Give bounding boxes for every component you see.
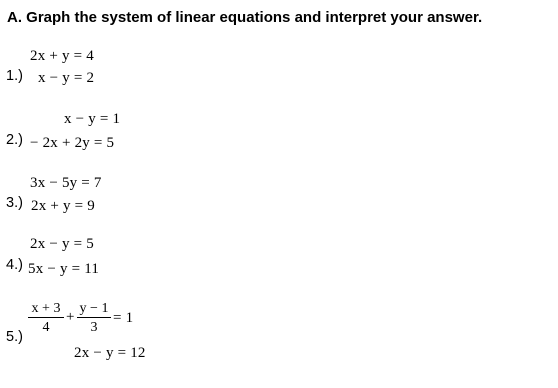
problem-5-fraction-2	[77, 301, 111, 335]
problem-5-fraction-2-denominator: 3	[90, 320, 98, 335]
problem-5-fraction-1	[28, 301, 64, 335]
problem-5-equation-2: 2x − y = 12	[74, 345, 146, 361]
problem-4-equation-1: 2x − y = 5	[30, 236, 94, 252]
problem-5-fraction-2-numerator: y − 1	[79, 301, 109, 316]
problem-4-equation-2: 5x − y = 11	[28, 261, 100, 277]
worksheet-heading: A. Graph the system of linear equations and interpret your answer.	[7, 9, 483, 26]
problem-5-fraction-1-denominator: 4	[42, 320, 50, 335]
problem-5-number: 5.)	[6, 329, 23, 345]
problem-3-number: 3.)	[6, 195, 23, 211]
problem-3-equation-1: 3x − 5y = 7	[30, 175, 102, 191]
problem-5-rhs: = 1	[113, 310, 134, 326]
fraction-bar	[77, 317, 111, 318]
problem-3-equation-2: 2x + y = 9	[31, 198, 95, 214]
problem-2-equation-2: − 2x + 2y = 5	[30, 135, 115, 151]
problem-2-equation-1: x − y = 1	[64, 111, 121, 127]
problem-1-equation-1: 2x + y = 4	[30, 48, 94, 64]
problem-5-fraction-1-numerator: x + 3	[31, 301, 61, 316]
problem-1-equation-2: x − y = 2	[38, 70, 95, 86]
fraction-bar	[28, 317, 64, 318]
problem-1-number: 1.)	[6, 68, 23, 84]
problem-4-number: 4.)	[6, 257, 23, 273]
problem-2-number: 2.)	[6, 132, 23, 148]
problem-5-plus-sign: +	[66, 309, 75, 325]
